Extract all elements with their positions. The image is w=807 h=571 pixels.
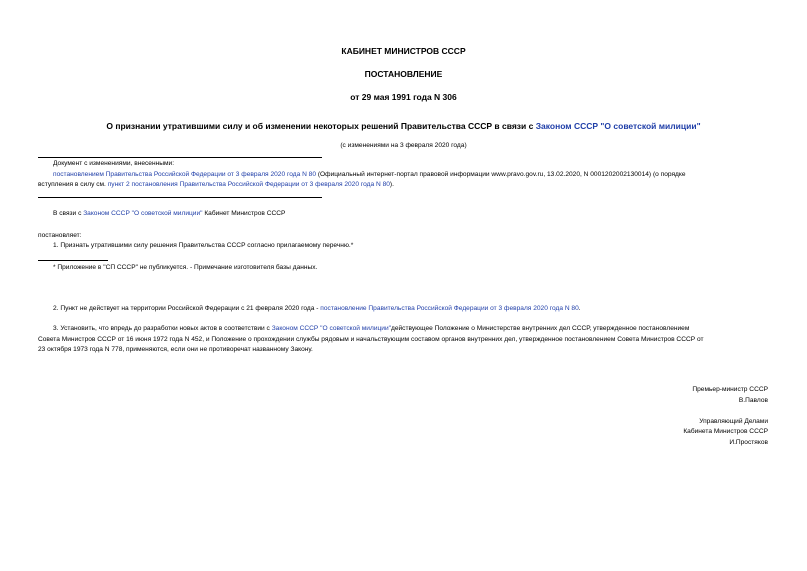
changes-source-text: (Официальный интернет-портал правовой информации www.pravo.gov.ru, 13.02.2020, N 0001202002130014) (о порядке: [316, 171, 686, 178]
pm-name: В.Павлов: [738, 397, 768, 404]
item-1: 1. Признать утратившими силу решения Правительства СССР согласно прилагаемому перечню.*: [53, 242, 354, 249]
preamble: [53, 209, 285, 219]
effect-clause-link[interactable]: пункт 2 постановления Правительства Российской Федерации от 3 февраля 2020 года N 80: [107, 181, 390, 188]
item-2-link[interactable]: постановление Правительства Российской Федерации от 3 февраля 2020 года N 80: [320, 305, 579, 312]
footnote-divider: [38, 260, 108, 261]
manager-title-1: Управляющий Делами: [699, 418, 768, 425]
title-law-link[interactable]: Законом СССР "О советской милиции": [535, 121, 701, 131]
item-3-law-link[interactable]: Законом СССР "О советской милиции": [271, 325, 391, 332]
changes-bottom-divider: [38, 197, 322, 198]
changes-top-divider: [38, 157, 322, 158]
item-2-text: 2. Пункт не действует на территории Российской Федерации с 21 февраля 2020 года -: [53, 305, 321, 312]
item-3-line-2: Совета Министров СССР от 16 июня 1972 года N 452, и Положение о прохождении службы рядовым и начальствующим составом органов внутренних дел, утвержденное постановлением Совета Министров СССР от: [38, 336, 704, 343]
document-type: ПОСТАНОВЛЕНИЕ: [364, 69, 443, 79]
footnote: * Приложение в "СП СССР" не публикуется. - Примечание изготовителя базы данных.: [53, 264, 318, 271]
amendment-link[interactable]: постановлением Правительства Российской Федерации от 3 февраля 2020 года N 80: [53, 171, 317, 178]
document-date-number: от 29 мая 1991 года N 306: [350, 92, 457, 102]
item-3-text-rest: действующее Положение о Министерстве внутренних дел СССР, утвержденное постановлением: [390, 325, 690, 332]
item-2-end: .: [578, 305, 581, 312]
title-text: О признании утратившими силу и об изменении некоторых решений Правительства СССР в связи с: [106, 121, 536, 131]
item-3-text-start: 3. Установить, что впредь до разработки новых актов в соответствии с: [53, 325, 272, 332]
document-title: [0, 121, 807, 131]
changes-line-2: [38, 180, 394, 190]
preamble-text-start: В связи с: [53, 210, 84, 217]
revision-note: (с изменениями на 3 февраля 2020 года): [340, 142, 467, 149]
preamble-law-link[interactable]: Законом СССР "О советской милиции": [83, 210, 203, 217]
manager-title-2: Кабинета Министров СССР: [683, 428, 768, 435]
item-3-line-1: [53, 324, 768, 334]
pm-title: Премьер-министр СССР: [692, 386, 768, 393]
changes-heading: Документ с изменениями, внесенными:: [53, 160, 175, 167]
changes-effect-text: вступления в силу см.: [38, 181, 108, 188]
item-2: [53, 304, 581, 314]
item-3-line-3: 23 октября 1973 года N 778, применяются, если они не противоречат названному Закону.: [38, 346, 313, 353]
issuing-organization: КАБИНЕТ МИНИСТРОВ СССР: [341, 46, 466, 56]
manager-name: И.Простяков: [729, 439, 768, 446]
resolves-word: постановляет:: [38, 232, 82, 239]
changes-closing-text: ).: [389, 181, 394, 188]
preamble-text-end: Кабинет Министров СССР: [202, 210, 286, 217]
changes-line-1: [53, 170, 768, 180]
